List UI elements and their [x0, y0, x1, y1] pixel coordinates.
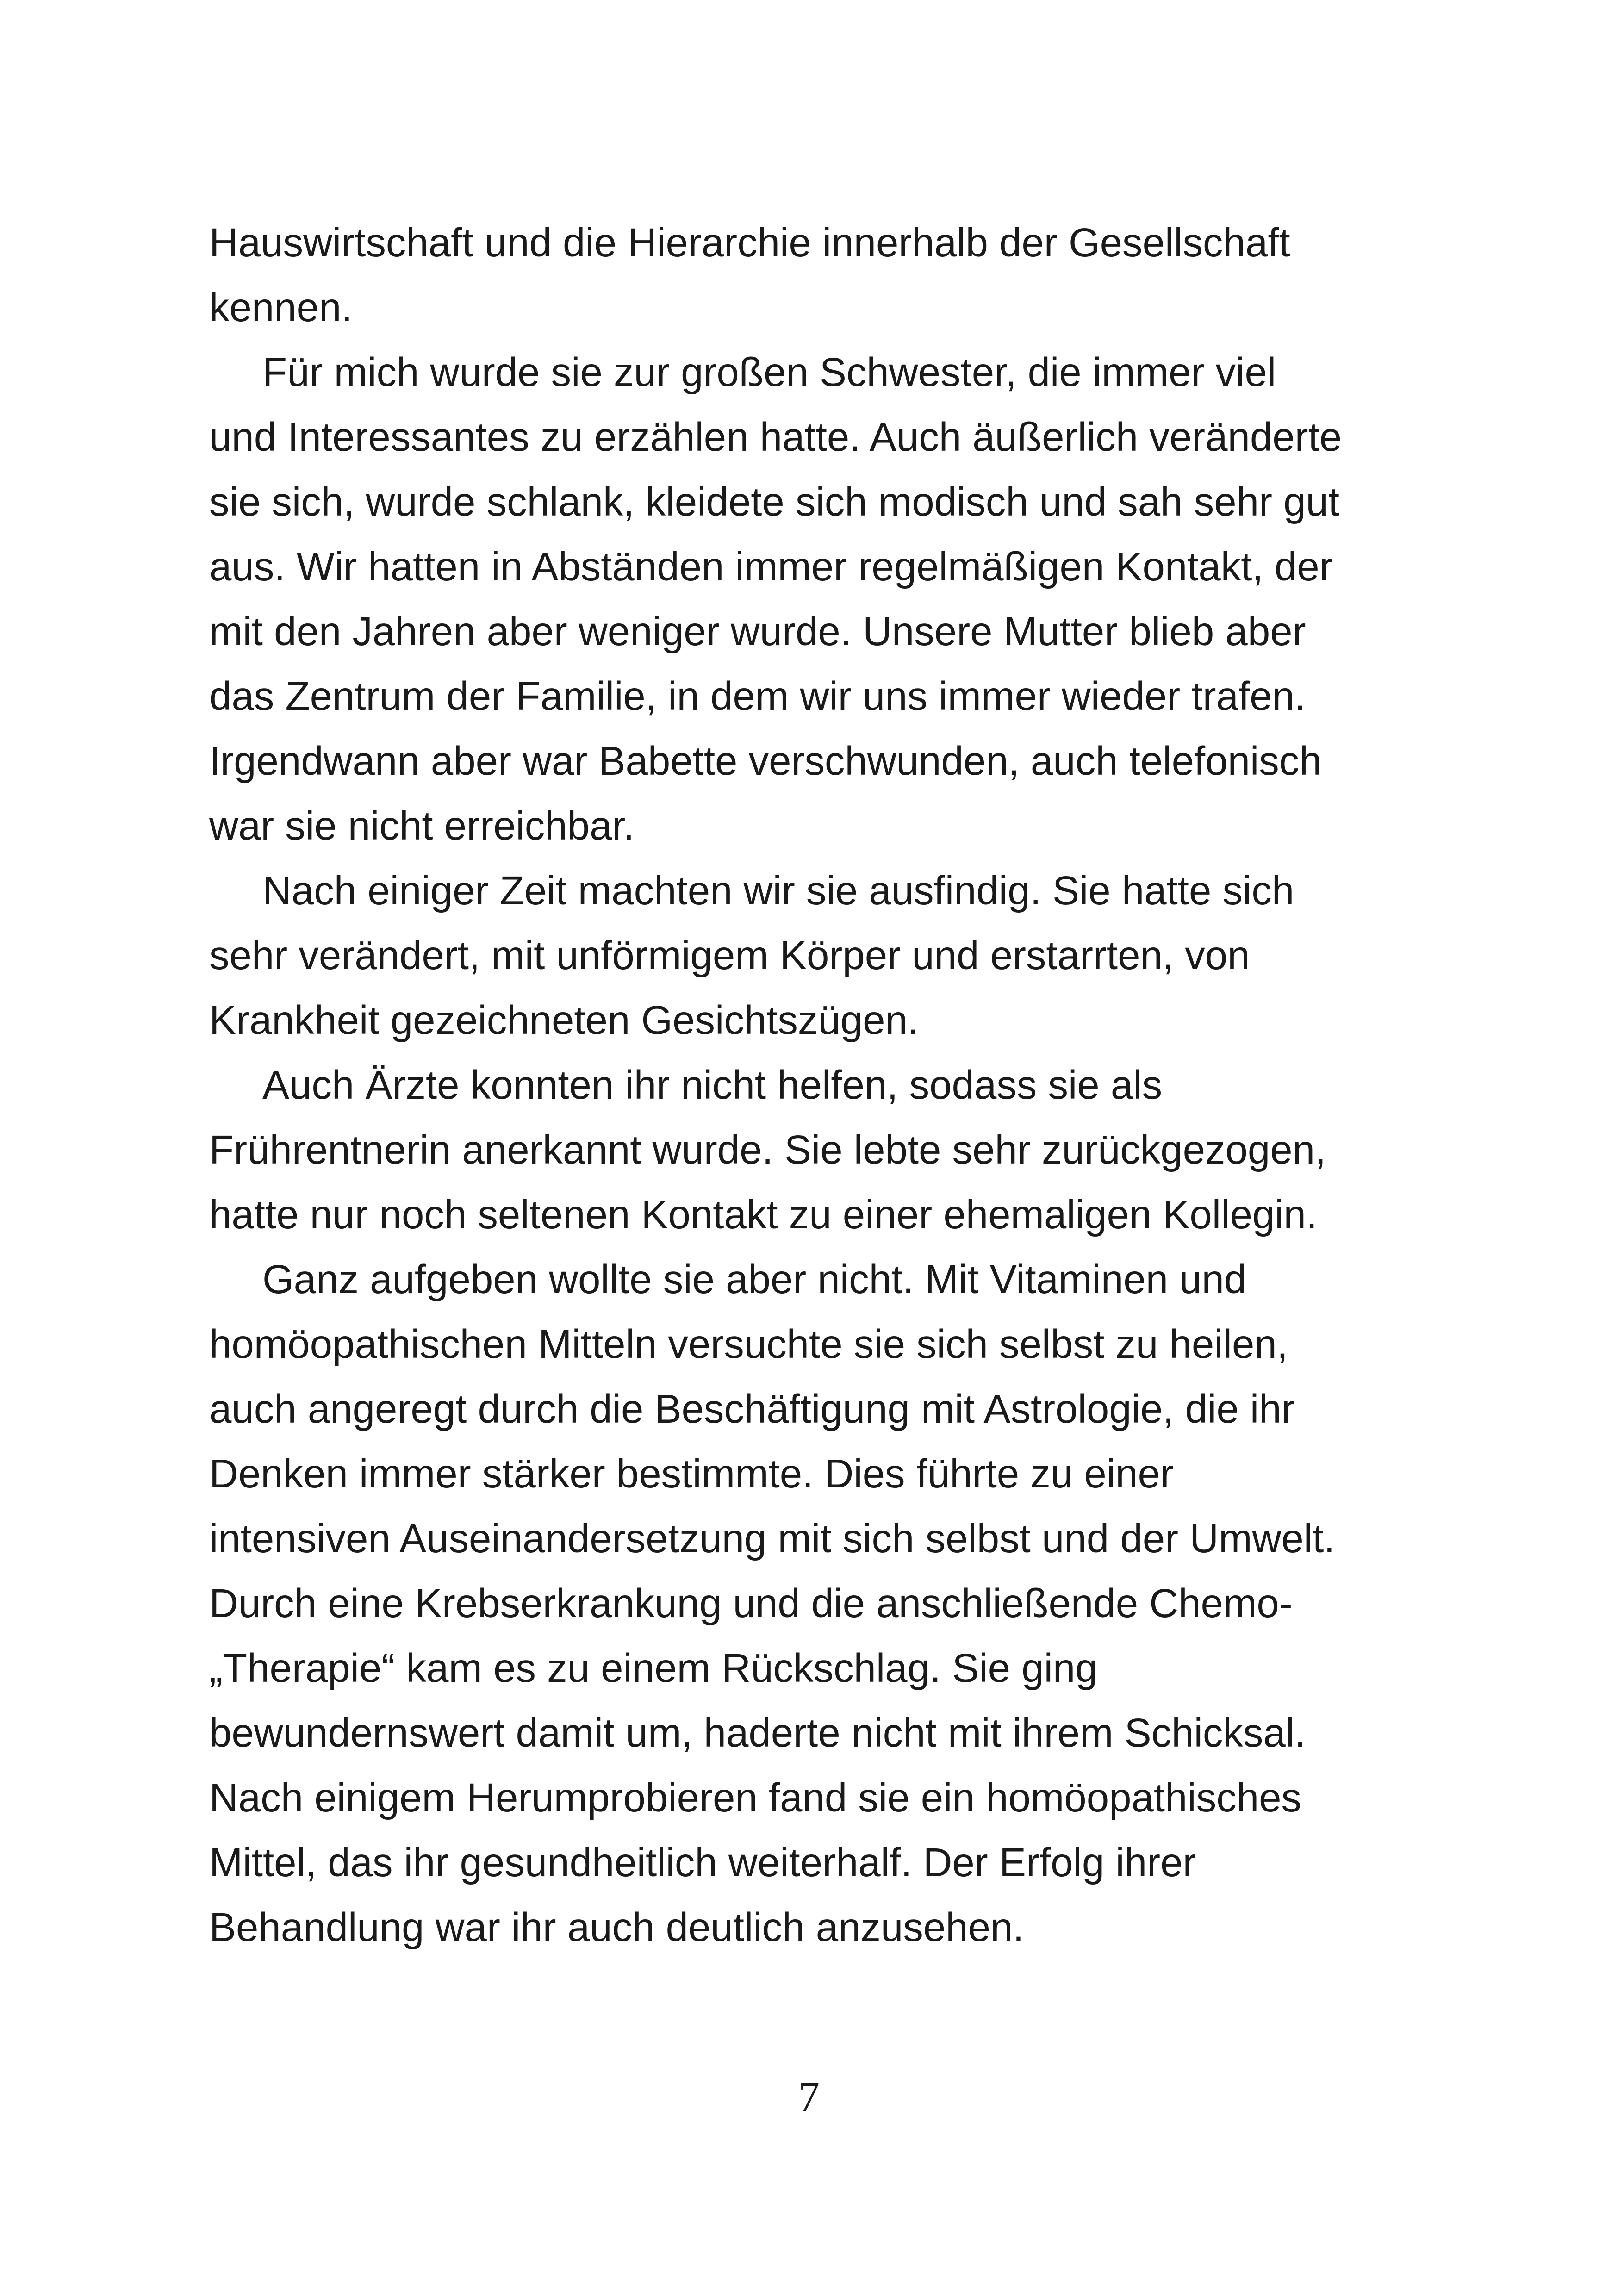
text-line: Behandlung war ihr auch deutlich anzusehen. [209, 1905, 1024, 1950]
text-line: Nach einiger Zeit machten wir sie ausfindig. Sie hatte sich [262, 868, 1294, 913]
text-line: und Interessantes zu erzählen hatte. Auch äußerlich veränderte [209, 415, 1342, 460]
text-line: mit den Jahren aber weniger wurde. Unsere Mutter blieb aber [209, 609, 1306, 654]
text-line: kennen. [209, 285, 353, 330]
text-line: das Zentrum der Familie, in dem wir uns immer wieder trafen. [209, 674, 1306, 719]
text-line: sie sich, wurde schlank, kleidete sich modisch und sah sehr gut [209, 479, 1340, 524]
text-line: Mittel, das ihr gesundheitlich weiterhalf. Der Erfolg ihrer [209, 1840, 1196, 1885]
text-line: sehr verändert, mit unförmigem Körper und erstarrten, von [209, 933, 1250, 978]
text-line: Frührentnerin anerkannt wurde. Sie lebte sehr zurückgezogen, [209, 1127, 1326, 1172]
text-line: auch angeregt durch die Beschäftigung mit Astrologie, die ihr [209, 1387, 1295, 1431]
text-line: Auch Ärzte konnten ihr nicht helfen, sodass sie als [262, 1063, 1163, 1108]
text-line: Nach einigem Herumprobieren fand sie ein homöopathisches [209, 1775, 1302, 1820]
text-line: war sie nicht erreichbar. [209, 803, 635, 848]
text-line: bewundernswert damit um, haderte nicht mit ihrem Schicksal. [209, 1711, 1306, 1755]
text-line: aus. Wir hatten in Abständen immer regelmäßigen Kontakt, der [209, 544, 1333, 589]
text-line: hatte nur noch seltenen Kontakt zu einer ehemaligen Kollegin. [209, 1192, 1318, 1237]
text-line: intensiven Auseinandersetzung mit sich selbst und der Umwelt. [209, 1516, 1335, 1561]
text-line: Für mich wurde sie zur großen Schwester, die immer viel [262, 350, 1276, 395]
text-line: Durch eine Krebserkrankung und die anschließende Chemo- [209, 1581, 1293, 1626]
text-line: Irgendwann aber war Babette verschwunden, auch telefonisch [209, 739, 1322, 784]
text-line: homöopathischen Mitteln versuchte sie sich selbst zu heilen, [209, 1322, 1288, 1367]
page-number: 7 [798, 2073, 820, 2120]
text-line: Ganz aufgeben wollte sie aber nicht. Mit Vitaminen und [262, 1257, 1247, 1302]
text-line: „Therapie“ kam es zu einem Rückschlag. Sie ging [209, 1646, 1098, 1691]
text-line: Hauswirtschaft und die Hierarchie innerhalb der Gesellschaft [209, 220, 1290, 265]
text-line: Denken immer stärker bestimmte. Dies führte zu einer [209, 1451, 1174, 1496]
body-text [209, 211, 1440, 1960]
text-line: Krankheit gezeichneten Gesichtszügen. [209, 998, 919, 1043]
